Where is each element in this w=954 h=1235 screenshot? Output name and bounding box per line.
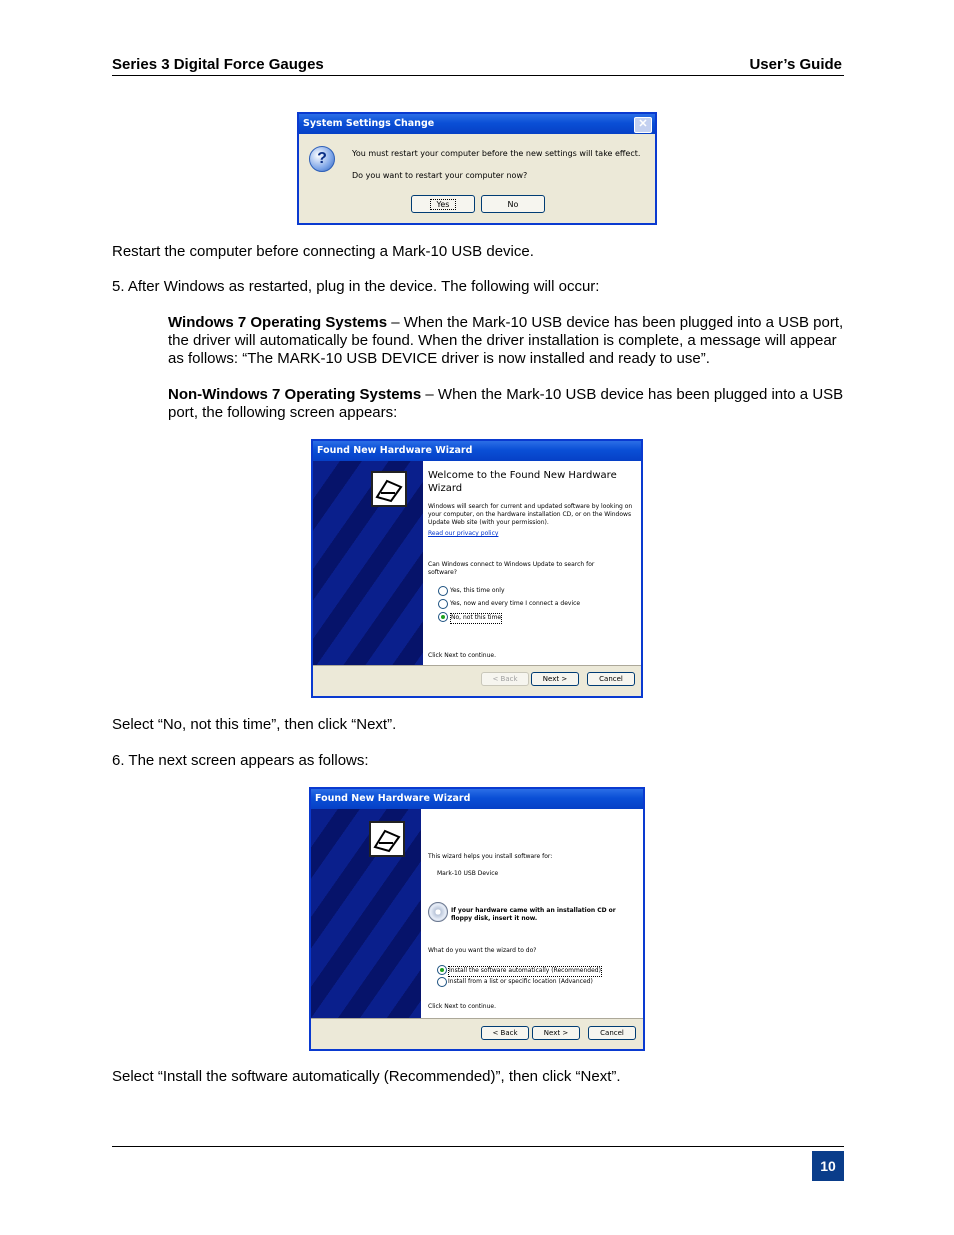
wizard-side-banner: [313, 461, 423, 666]
wizard-side-banner: [311, 809, 421, 1019]
option-yes-every-time: Yes, now and every time I connect a device: [450, 600, 581, 607]
option-install-automatically: Install the software automatically (Recommended): [448, 966, 602, 977]
yes-button[interactable]: Yes: [411, 195, 475, 213]
windows7-paragraph: Windows 7 Operating Systems – When the Mark-10 USB device has been plugged into a USB port, the driver will automatically be found. When the driver installation is complete, a message will appear as follows: “The MARK-10 USB DEVICE driver is now installed and ready to use”.: [168, 314, 844, 367]
wizard-footer: [313, 665, 641, 696]
wizard-title: Found New Hardware Wizard: [313, 441, 641, 461]
cd-icon: [428, 902, 448, 922]
next-button[interactable]: Next >: [531, 672, 579, 686]
hardware-icon: [371, 471, 407, 507]
wizard-footer: [311, 1018, 643, 1049]
option-install-from-list: Install from a list or specific location (Advanced): [448, 978, 593, 985]
radio-yes-this-time[interactable]: [438, 586, 448, 596]
wizard-body: [421, 809, 643, 1019]
wizard-body: [423, 461, 641, 666]
question-icon: ?: [309, 146, 335, 172]
select-install-paragraph: Select “Install the software automatically (Recommended)”, then click “Next”.: [112, 1068, 621, 1085]
radio-install-from-list[interactable]: [437, 977, 447, 987]
found-hardware-wizard-1: [311, 439, 643, 698]
footer-rule: [112, 1146, 844, 1147]
back-button[interactable]: < Back: [481, 672, 529, 686]
radio-no-not-this-time[interactable]: [438, 612, 448, 622]
wizard-footer-note: Click Next to continue.: [428, 1003, 497, 1010]
select-no-paragraph: Select “No, not this time”, then click “Next”.: [112, 716, 397, 733]
radio-install-automatically[interactable]: [437, 965, 447, 975]
wizard-heading: Welcome to the Found New Hardware Wizard: [428, 470, 617, 494]
step-5-paragraph: 5. After Windows as restarted, plug in the device. The following will occur:: [112, 278, 600, 295]
non-windows7-paragraph: Non-Windows 7 Operating Systems – When the Mark-10 USB device has been plugged into a USB port, the following screen appears:: [168, 386, 844, 421]
option-no-not-this-time: No, not this time: [450, 613, 502, 624]
found-hardware-wizard-2: [309, 787, 645, 1051]
hardware-icon: [369, 821, 405, 857]
step-6-paragraph: 6. The next screen appears as follows:: [112, 752, 369, 769]
privacy-policy-link[interactable]: Read our privacy policy: [428, 530, 499, 537]
dialog-message-1: You must restart your computer before the new settings will take effect.: [352, 149, 641, 158]
dialog-title: System Settings Change: [299, 114, 655, 134]
restart-paragraph: Restart the computer before connecting a Mark-10 USB device.: [112, 243, 534, 260]
cancel-button[interactable]: Cancel: [588, 1026, 636, 1040]
wizard-title: Found New Hardware Wizard: [311, 789, 643, 809]
cancel-button[interactable]: Cancel: [587, 672, 635, 686]
cd-instruction: If your hardware came with an installation CD or floppy disk, insert it now.: [451, 907, 616, 922]
wizard-question: Can Windows connect to Windows Update to search for software?: [428, 561, 595, 576]
wizard-question: What do you want the wizard to do?: [428, 947, 537, 954]
radio-yes-every-time[interactable]: [438, 599, 448, 609]
header-rule: [112, 75, 844, 76]
wizard-footer-note: Click Next to continue.: [428, 652, 497, 659]
header-guide: User’s Guide: [749, 56, 842, 73]
close-icon[interactable]: ✕: [634, 117, 652, 133]
system-settings-dialog: [297, 112, 657, 225]
option-yes-this-time: Yes, this time only: [450, 587, 505, 594]
back-button[interactable]: < Back: [481, 1026, 529, 1040]
next-button[interactable]: Next >: [532, 1026, 580, 1040]
wizard-description: Windows will search for current and updated software by looking on your computer, on the hardware installation CD, or on the Windows Update Web site (with your permission).: [428, 503, 633, 526]
dialog-message-2: Do you want to restart your computer now?: [352, 171, 528, 180]
header-title: Series 3 Digital Force Gauges: [112, 56, 324, 73]
device-name: Mark-10 USB Device: [437, 870, 499, 877]
no-button[interactable]: No: [481, 195, 545, 213]
wizard-intro: This wizard helps you install software for:: [428, 853, 553, 860]
page-number: 10: [812, 1151, 844, 1181]
